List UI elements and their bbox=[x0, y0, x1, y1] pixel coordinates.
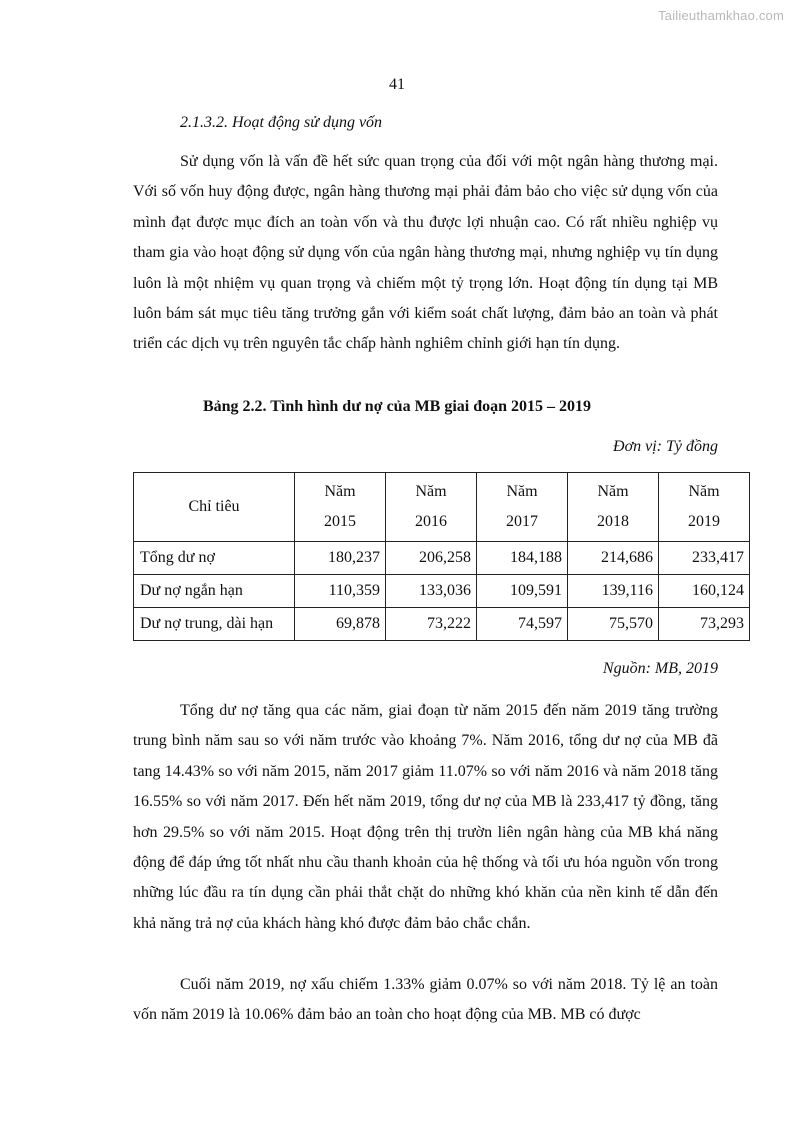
row-value: 133,036 bbox=[386, 575, 477, 608]
header-year-top: Năm bbox=[506, 483, 538, 500]
header-year-top: Năm bbox=[597, 483, 629, 500]
row-value: 110,359 bbox=[295, 575, 386, 608]
table-row bbox=[134, 608, 750, 641]
row-value: 206,258 bbox=[386, 542, 477, 575]
header-year-value: 2019 bbox=[688, 513, 720, 530]
row-value: 109,591 bbox=[477, 575, 568, 608]
table-title: Bảng 2.2. Tình hình dư nợ của MB giai đoạn 2015 – 2019 bbox=[202, 398, 592, 415]
row-value: 233,417 bbox=[659, 542, 750, 575]
row-value: 214,686 bbox=[568, 542, 659, 575]
header-year-value: 2017 bbox=[506, 513, 538, 530]
header-year-cell bbox=[477, 473, 568, 542]
row-label: Dư nợ ngắn hạn bbox=[134, 575, 295, 608]
row-value: 160,124 bbox=[659, 575, 750, 608]
header-year-value: 2015 bbox=[324, 513, 356, 530]
paragraph-debt-analysis: Tổng dư nợ tăng qua các năm, giai đoạn từ năm 2015 đến năm 2019 tăng trường trung bình năm sau so với năm trước vào khoảng 7%. Năm 2016, tổng dư nợ của MB đã tang 14.43% so với năm 2015, năm 2017 giảm 11.07% so với năm 2016 và năm 2018 tăng 16.55% so với năm 2017. Đến hết năm 2019, tổng dư nợ của MB là 233,417 tỷ đồng, tăng hơn 29.5% so với năm 2015. Hoạt động trên thị trườn liên ngân hàng của MB khá năng động để đáp ứng tốt nhất nhu cầu thanh khoản của hệ thống và tối ưu hóa nguồn vốn trong những lúc đầu ra tín dụng cần phải thắt chặt do những khó khăn của nền kinh tế dẫn đến khả năng trả nợ của khách hàng khó được đảm bảo chắc chắn. bbox=[133, 702, 718, 932]
header-year-value: 2018 bbox=[597, 513, 629, 530]
row-value: 184,188 bbox=[477, 542, 568, 575]
paragraph-bad-debt: Cuối năm 2019, nợ xấu chiếm 1.33% giảm 0.07% so với năm 2018. Tỷ lệ an toàn vốn năm 2019 là 10.06% đảm bảo an toàn cho hoạt động của MB. MB có được bbox=[133, 976, 718, 1024]
header-year-cell bbox=[659, 473, 750, 542]
row-value: 139,116 bbox=[568, 575, 659, 608]
section-heading: 2.1.3.2. Hoạt động sử dụng vốn bbox=[180, 114, 383, 131]
row-label: Dư nợ trung, dài hạn bbox=[134, 608, 295, 641]
header-year-cell bbox=[295, 473, 386, 542]
watermark: Tailieuthamkhao.com bbox=[658, 8, 784, 23]
header-year-value: 2016 bbox=[415, 513, 447, 530]
header-year-cell bbox=[568, 473, 659, 542]
row-value: 74,597 bbox=[477, 608, 568, 641]
header-label-cell: Chỉ tiêu bbox=[134, 473, 295, 542]
row-value: 75,570 bbox=[568, 608, 659, 641]
debt-table bbox=[133, 472, 750, 641]
header-year-top: Năm bbox=[415, 483, 447, 500]
table-row bbox=[134, 542, 750, 575]
header-year-top: Năm bbox=[688, 483, 720, 500]
row-value: 73,222 bbox=[386, 608, 477, 641]
header-year-top: Năm bbox=[324, 483, 356, 500]
row-value: 69,878 bbox=[295, 608, 386, 641]
page-number: 41 bbox=[389, 76, 405, 93]
table-header-row bbox=[134, 473, 750, 542]
table-source-note: Nguồn: MB, 2019 bbox=[602, 660, 718, 677]
header-year-cell bbox=[386, 473, 477, 542]
table-unit-note: Đơn vị: Tỷ đồng bbox=[613, 438, 718, 455]
table-row bbox=[134, 575, 750, 608]
row-label: Tổng dư nợ bbox=[134, 542, 295, 575]
row-value: 180,237 bbox=[295, 542, 386, 575]
paragraph-capital-usage: Sử dụng vốn là vấn đề hết sức quan trọng của đối với một ngân hàng thương mại. Với số vốn huy động được, ngân hàng thương mại phải đảm bảo cho việc sử dụng vốn của mình đạt được mục đích an toàn vốn và thu được lợi nhuận cao. Có rất nhiều nghiệp vụ tham gia vào hoạt động sử dụng vốn của ngân hàng thương mại, nhưng nghiệp vụ tín dụng luôn là một nhiệm vụ quan trọng và chiếm một tỷ trọng lớn. Hoạt động tín dụng tại MB luôn bám sát mục tiêu tăng trưởng gắn với kiểm soát chất lượng, đảm bảo an toàn và phát triển các dịch vụ trên nguyên tắc chấp hành nghiêm chỉnh giới hạn tín dụng. bbox=[133, 153, 718, 353]
row-value: 73,293 bbox=[659, 608, 750, 641]
